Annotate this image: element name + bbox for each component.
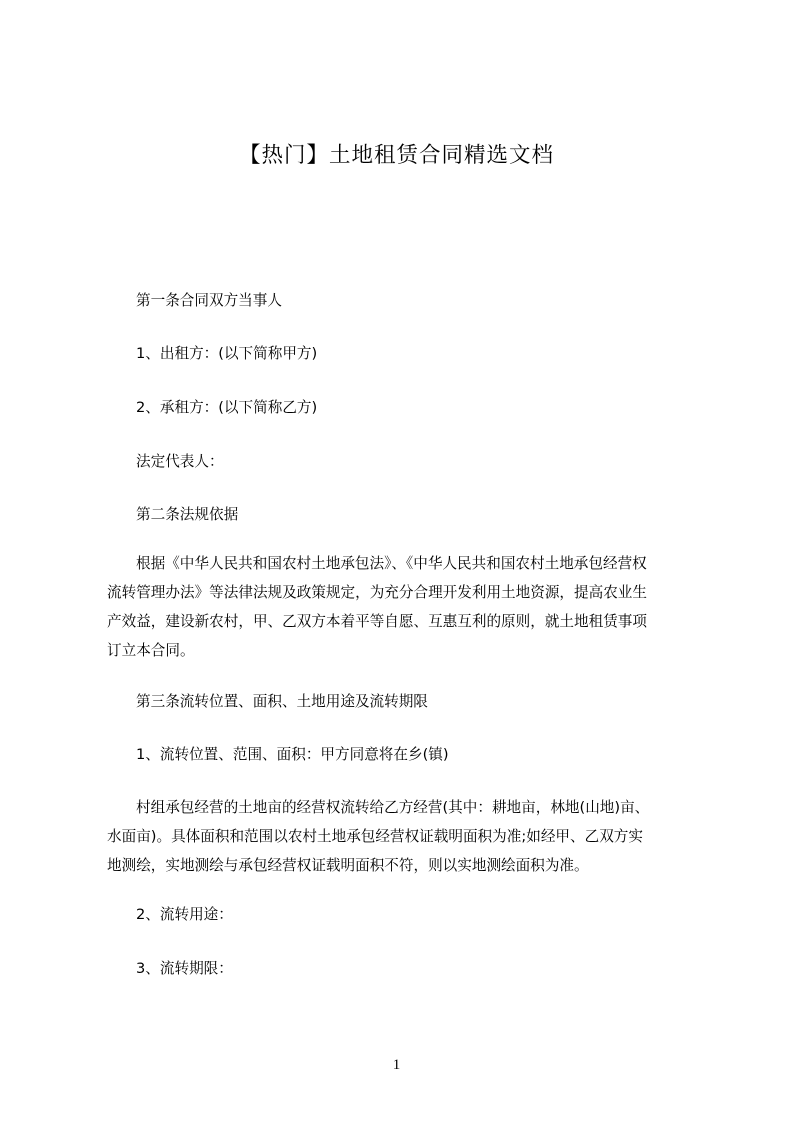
paragraph-line: 订立本合同。 — [107, 642, 195, 659]
legal-basis-paragraph — [107, 549, 701, 665]
transfer-purpose-line: 2、流转用途： — [136, 906, 233, 923]
article-3-heading: 第三条流转位置、面积、土地用途及流转期限 — [136, 693, 428, 710]
paragraph-line: 产效益，建设新农村，甲、乙双方本着平等自愿、互惠互利的原则，就土地租赁事项 — [107, 613, 647, 630]
transfer-term-line: 3、流转期限： — [136, 960, 233, 977]
paragraph-line: 地测绘，实地测绘与承包经营权证载明面积不符，则以实地测绘面积为准。 — [107, 857, 589, 874]
lessor-line: 1、出租方：(以下简称甲方) — [136, 345, 318, 362]
transfer-location-line: 1、流转位置、范围、面积：甲方同意将在乡(镇) — [136, 746, 449, 763]
article-2-heading: 第二条法规依据 — [136, 506, 239, 523]
transfer-area-paragraph — [107, 793, 701, 880]
article-1-heading: 第一条合同双方当事人 — [136, 292, 282, 309]
paragraph-line: 村组承包经营的土地亩的经营权流转给乙方经营(其中：耕地亩，林地(山地)亩、 — [136, 799, 650, 816]
legal-representative-line: 法定代表人： — [136, 453, 224, 470]
paragraph-line: 水面亩)。具体面积和范围以农村土地承包经营权证载明面积为准;如经甲、乙双方实 — [107, 828, 643, 845]
lessee-line: 2、承租方：(以下简称乙方) — [136, 399, 318, 416]
document-title: 【热门】土地租赁合同精选文档 — [238, 143, 554, 168]
paragraph-line: 流转管理办法》等法律法规及政策规定，为充分合理开发利用土地资源，提高农业生 — [107, 584, 647, 601]
paragraph-line: 根据《中华人民共和国农村土地承包法》、《中华人民共和国农村土地承包经营权 — [136, 555, 647, 572]
page-number: 1 — [392, 1057, 401, 1073]
